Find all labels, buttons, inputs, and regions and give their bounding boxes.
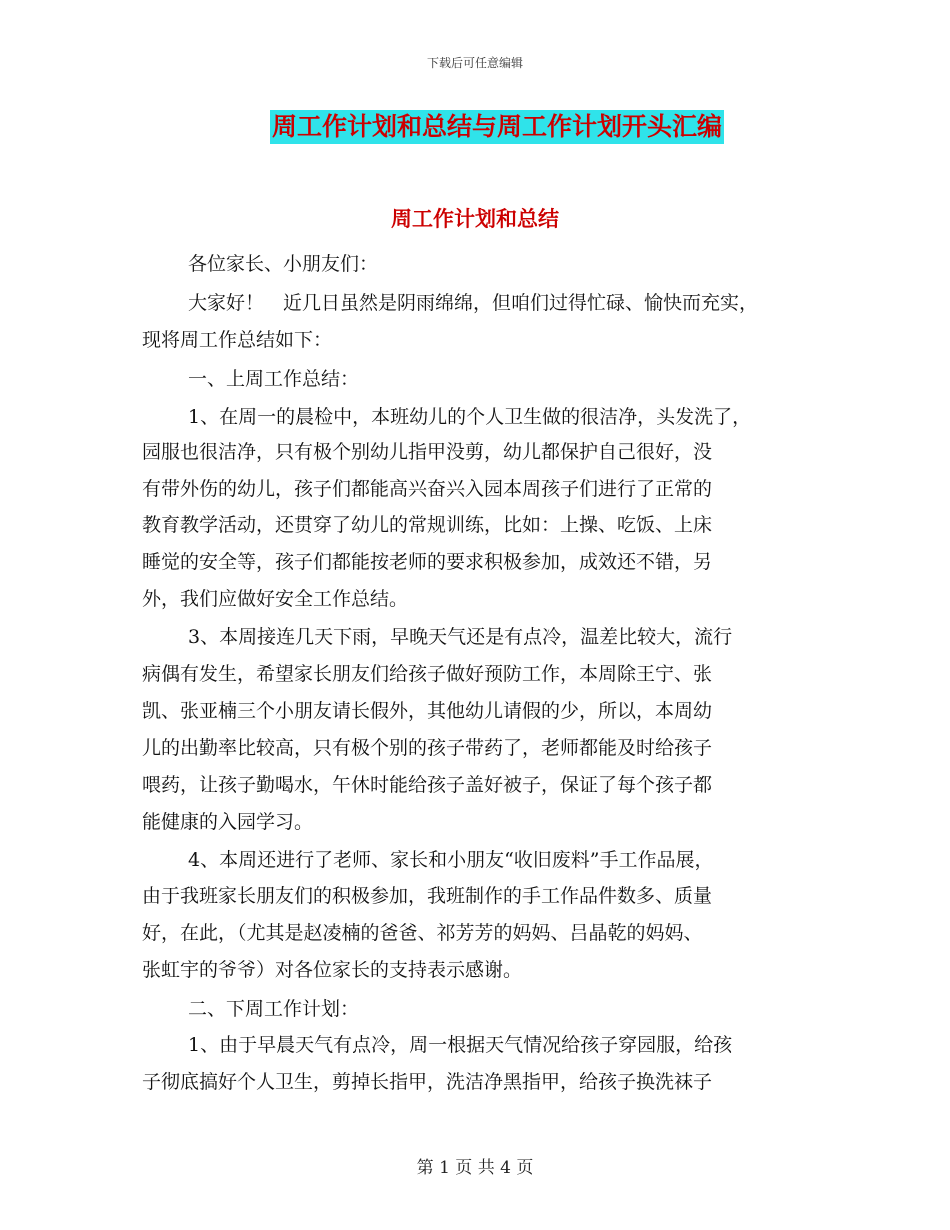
paragraph-line: 喂药，让孩子勤喝水，午休时能给孩子盖好被子，保证了每个孩子都 [142,774,713,796]
section-title: 周工作计划和总结 [391,207,559,231]
paragraph-line: 3、本周接连几天下雨，早晚天气还是有点冷，温差比较大，流行 [188,626,733,648]
page-header: 下载后可任意编辑 [426,56,523,70]
paragraph-line: 教育教学活动，还贯穿了幼儿的常规训练，比如：上操、吃饭、上床 [142,514,713,536]
paragraph-line: 儿的出勤率比较高，只有极个别的孩子带药了，老师都能及时给孩子 [142,737,713,759]
document-title: 周工作计划和总结与周工作计划开头汇编 [270,110,724,144]
greeting-line: 各位家长、小朋友们： [188,253,379,275]
paragraph-line: 由于我班家长朋友们的积极参加，我班制作的手工作品件数多、质量 [142,885,713,907]
paragraph-line: 睡觉的安全等，孩子们都能按老师的要求积极参加，成效还不错，另 [142,551,713,573]
paragraph-line: 4、本周还进行了老师、家长和小朋友“收旧废料”手工作品展， [188,849,714,871]
section-heading: 一、上周工作总结： [188,368,360,390]
paragraph-line: 外，我们应做好安全工作总结。 [142,588,409,610]
paragraph-line: 能健康的入园学习。 [142,811,314,833]
paragraph-line: 园服也很洁净，只有极个别幼儿指甲没剪，幼儿都保护自己很好，没 [142,441,713,463]
paragraph-line: 大家好！ 近几日虽然是阴雨绵绵，但咱们过得忙碌、愉快而充实， [188,292,759,314]
paragraph-line: 现将周工作总结如下： [142,329,333,351]
paragraph-line: 1、在周一的晨检中，本班幼儿的个人卫生做的很洁净，头发洗了， [188,406,752,428]
paragraph-line: 病偶有发生，希望家长朋友们给孩子做好预防工作，本周除王宁、张 [142,663,713,685]
title-container [0,110,950,144]
paragraph-line: 凯、张亚楠三个小朋友请长假外，其他幼儿请假的少，所以，本周幼 [142,700,713,722]
paragraph-line: 好，在此，（尤其是赵凌楠的爸爸、祁芳芳的妈妈、吕晶乾的妈妈、 [142,922,703,944]
paragraph-line: 张虹宇的爷爷）对各位家长的支持表示感谢。 [142,959,523,981]
paragraph-line: 1、由于早晨天气有点冷，周一根据天气情况给孩子穿园服，给孩 [188,1034,733,1056]
page-footer: 第 1 页 共 4 页 [416,1158,534,1178]
paragraph-line: 子彻底搞好个人卫生，剪掉长指甲，洗洁净黑指甲，给孩子换洗袜子 [142,1071,713,1093]
section-heading: 二、下周工作计划： [188,998,360,1020]
paragraph-line: 有带外伤的幼儿，孩子们都能高兴奋兴入园本周孩子们进行了正常的 [142,478,713,500]
